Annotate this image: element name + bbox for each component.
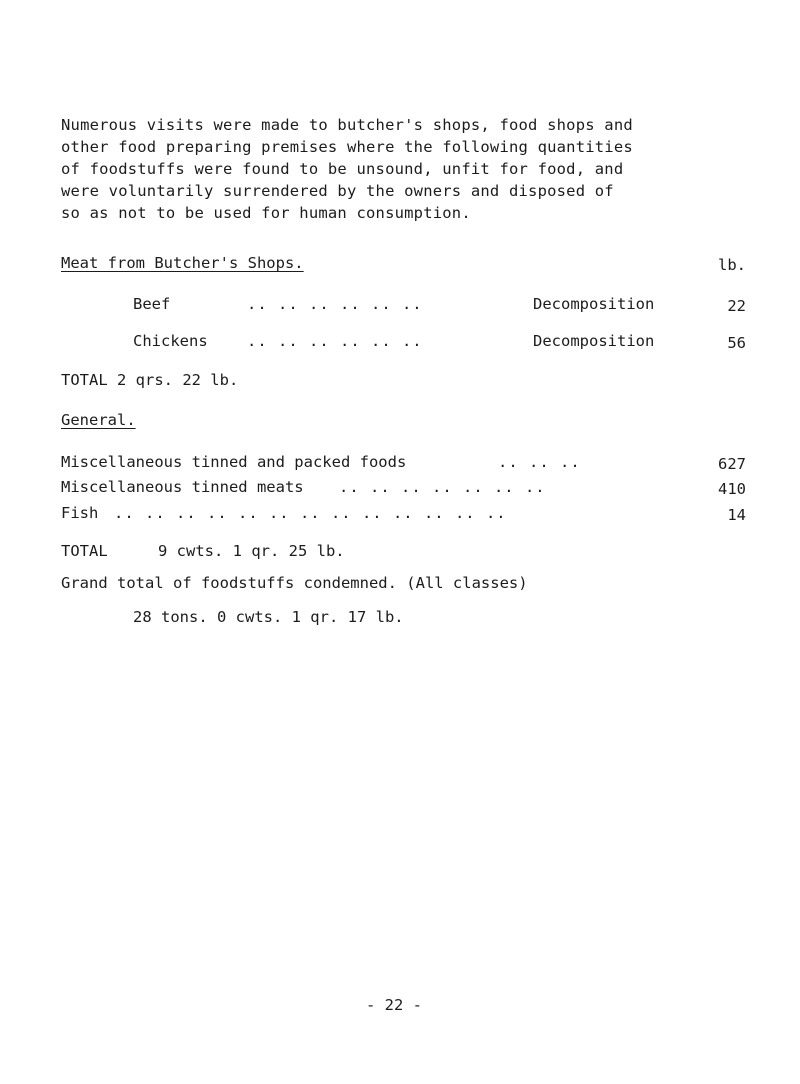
meat-item: Beef xyxy=(133,295,171,313)
leader-dots: .. .. .. xyxy=(498,453,581,471)
general-value: 14 xyxy=(727,506,746,524)
intro-line: were voluntarily surrendered by the owners and disposed of xyxy=(61,182,614,200)
meat-item: Chickens xyxy=(133,332,208,350)
leader-dots: .. .. .. .. .. .. xyxy=(247,332,423,350)
meat-value: 56 xyxy=(727,334,746,352)
leader-dots: .. .. .. .. .. .. .. .. .. .. .. .. .. xyxy=(114,504,507,522)
general-item: Miscellaneous tinned meats xyxy=(61,478,304,496)
general-total-label: TOTAL xyxy=(61,542,108,560)
meat-total: TOTAL 2 qrs. 22 lb. xyxy=(61,371,239,389)
intro-line: so as not to be used for human consumption. xyxy=(61,204,471,222)
intro-line: other food preparing premises where the following quantities xyxy=(61,138,633,156)
general-item: Fish xyxy=(61,504,99,522)
page-number: - 22 - xyxy=(366,996,422,1014)
general-value: 410 xyxy=(718,480,746,498)
meat-value: 22 xyxy=(727,297,746,315)
grand-total-label: Grand total of foodstuffs condemned. (All classes) xyxy=(61,574,528,592)
intro-line: of foodstuffs were found to be unsound, unfit for food, and xyxy=(61,160,624,178)
intro-line: Numerous visits were made to butcher's shops, food shops and xyxy=(61,116,633,134)
leader-dots: .. .. .. .. .. .. .. xyxy=(339,478,546,496)
general-value: 627 xyxy=(718,455,746,473)
meat-reason: Decomposition xyxy=(533,332,655,350)
general-section-heading: General. xyxy=(61,411,136,429)
meat-reason: Decomposition xyxy=(533,295,655,313)
meat-unit-label: lb. xyxy=(718,256,746,274)
leader-dots: .. .. .. .. .. .. xyxy=(247,295,423,313)
grand-total-value: 28 tons. 0 cwts. 1 qr. 17 lb. xyxy=(133,608,404,626)
meat-section-heading: Meat from Butcher's Shops. xyxy=(61,254,304,272)
general-total-value: 9 cwts. 1 qr. 25 lb. xyxy=(158,542,345,560)
general-item: Miscellaneous tinned and packed foods xyxy=(61,453,407,471)
